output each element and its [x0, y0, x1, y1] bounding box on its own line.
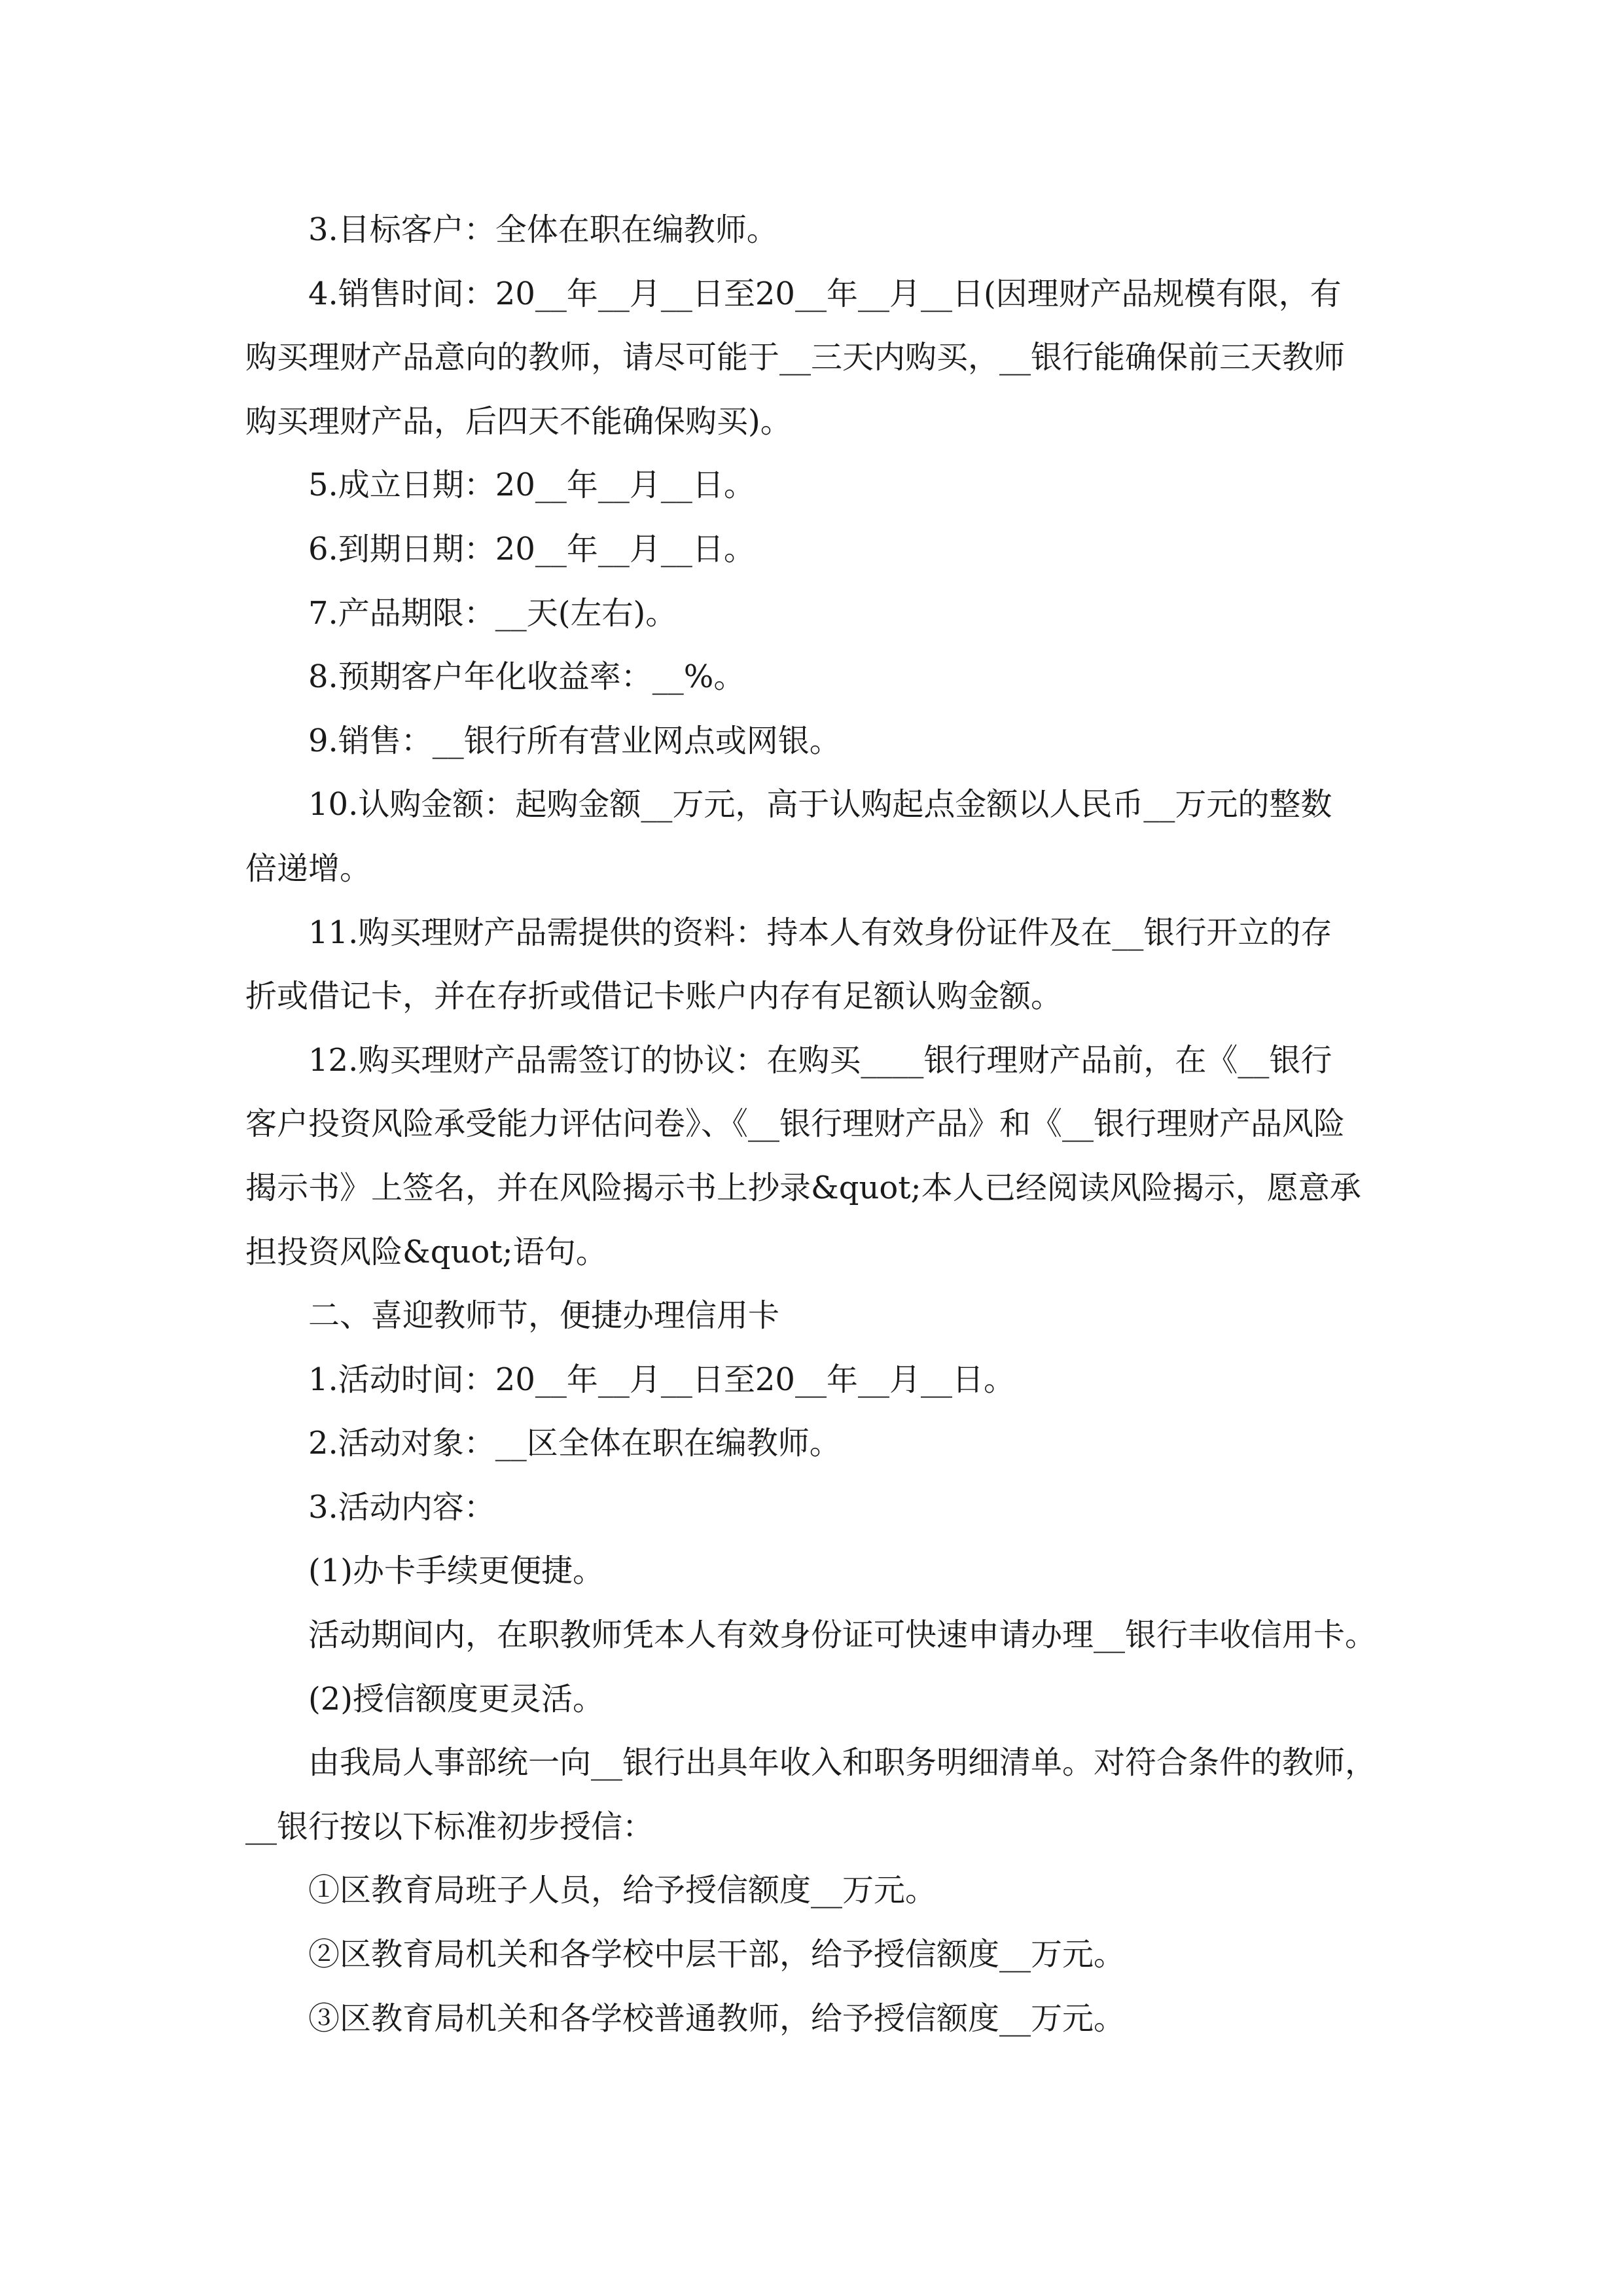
text-line: ②区教育局机关和各学校中层干部，给予授信额度__万元。 — [308, 1936, 1126, 1973]
text-line: 5.成立日期：20__年__月__日。 — [308, 467, 755, 504]
text-line: 担投资风险&quot;语句。 — [245, 1233, 607, 1270]
text-line: 活动期间内，在职教师凭本人有效身份证可快速申请办理__银行丰收信用卡。 — [308, 1617, 1377, 1654]
text-line: 客户投资风险承受能力评估问卷》、《__银行理财产品》和《__银行理财产品风险 — [245, 1105, 1346, 1143]
text-line: 8.预期客户年化收益率：__%。 — [308, 658, 745, 696]
text-line: 4.销售时间：20__年__月__日至20__年__月__日(因理财产品规模有限，有 — [308, 275, 1342, 312]
document-body — [245, 198, 1384, 2051]
text-line: 7.产品期限：__天(左右)。 — [308, 594, 677, 632]
text-line: 折或借记卡，并在存折或借记卡账户内存有足额认购金额。 — [245, 978, 1063, 1015]
text-line: 1.活动时间：20__年__月__日至20__年__月__日。 — [308, 1361, 1015, 1398]
text-line: 6.到期日期：20__年__月__日。 — [308, 530, 755, 567]
text-line: 3.目标客户：全体在职在编教师。 — [308, 211, 778, 248]
text-line: 11.购买理财产品需提供的资料：持本人有效身份证件及在__银行开立的存 — [308, 914, 1332, 951]
text-line: 10.认购金额：起购金额__万元，高于认购起点金额以人民币__万元的整数 — [308, 786, 1332, 823]
text-line: 由我局人事部统一向__银行出具年收入和职务明细清单。对符合条件的教师， — [308, 1744, 1377, 1782]
text-line: 9.销售：__银行所有营业网点或网银。 — [308, 722, 841, 759]
text-line: 12.购买理财产品需签订的协议：在购买____银行理财产品前，在《__银行 — [308, 1041, 1332, 1079]
text-line: 二、喜迎教师节，便捷办理信用卡 — [308, 1297, 780, 1335]
text-line: (2)授信额度更灵活。 — [308, 1680, 604, 1717]
text-line: __银行按以下标准初步授信： — [245, 1808, 654, 1845]
text-line: ③区教育局机关和各学校普通教师，给予授信额度__万元。 — [308, 2000, 1126, 2037]
text-line: 3.活动内容： — [308, 1488, 495, 1526]
text-line: 购买理财产品意向的教师，请尽可能于__三天内购买，__银行能确保前三天教师 — [245, 339, 1346, 376]
text-line: ①区教育局班子人员，给予授信额度__万元。 — [308, 1872, 937, 1909]
text-line: 揭示书》上签名，并在风险揭示书上抄录&quot;本人已经阅读风险揭示，愿意承 — [245, 1169, 1361, 1206]
text-line: 2.活动对象：__区全体在职在编教师。 — [308, 1425, 841, 1462]
text-line: 购买理财产品，后四天不能确保购买)。 — [245, 403, 792, 440]
text-line: (1)办卡手续更便捷。 — [308, 1552, 604, 1590]
text-line: 倍递增。 — [245, 850, 372, 887]
